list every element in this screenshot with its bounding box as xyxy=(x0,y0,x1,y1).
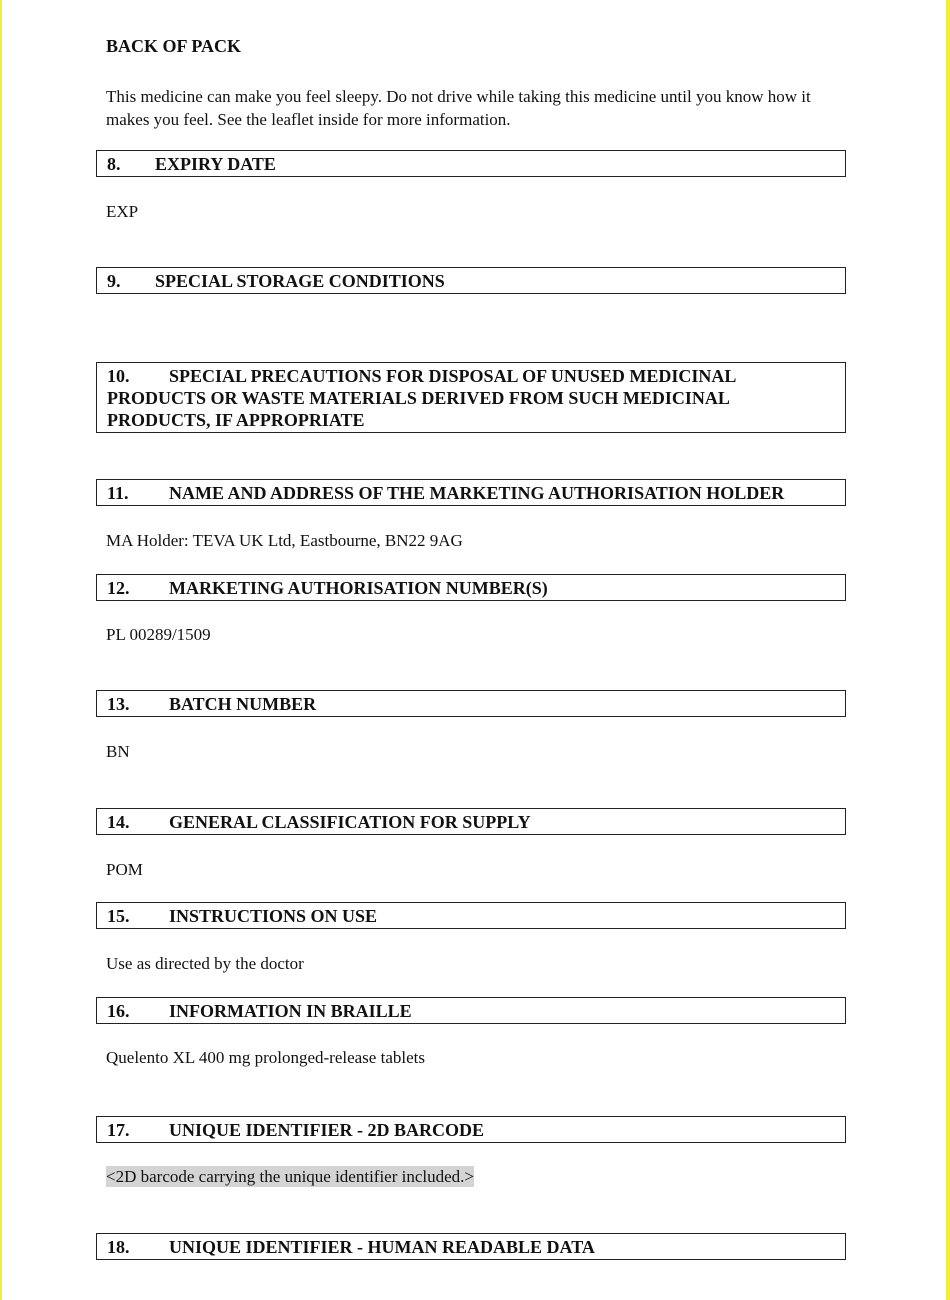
page-title: BACK OF PACK xyxy=(106,36,241,56)
section-title: EXPIRY DATE xyxy=(155,154,276,174)
section-title: GENERAL CLASSIFICATION FOR SUPPLY xyxy=(169,812,531,832)
section-number: 11. xyxy=(107,483,129,503)
barcode-placeholder-text: <2D barcode carrying the unique identifier included.> xyxy=(106,1167,475,1186)
section-8-content: EXP xyxy=(106,202,139,221)
section-17-content xyxy=(106,1165,474,1188)
section-8-header xyxy=(96,150,846,177)
section-12-header xyxy=(96,574,846,601)
section-number: 13. xyxy=(107,694,130,714)
section-13-content: BN xyxy=(106,742,130,761)
section-title: SPECIAL PRECAUTIONS FOR DISPOSAL OF UNUSED MEDICINAL xyxy=(169,366,737,386)
section-title: UNIQUE IDENTIFIER - HUMAN READABLE DATA xyxy=(169,1237,595,1257)
section-14-content: POM xyxy=(106,860,143,879)
section-14-header xyxy=(96,808,846,835)
section-number: 10. xyxy=(107,366,130,386)
section-title: UNIQUE IDENTIFIER - 2D BARCODE xyxy=(169,1120,485,1140)
section-title-continued: PRODUCTS OR WASTE MATERIALS DERIVED FROM SUCH MEDICINAL PRODUCTS, IF APPROPRIATE xyxy=(107,388,729,430)
section-16-content: Quelento XL 400 mg prolonged-release tablets xyxy=(106,1048,425,1067)
section-title: NAME AND ADDRESS OF THE MARKETING AUTHORISATION HOLDER xyxy=(169,483,785,503)
section-15-content: Use as directed by the doctor xyxy=(106,954,304,973)
section-17-header xyxy=(96,1116,846,1143)
section-number: 8. xyxy=(107,154,121,174)
section-number: 9. xyxy=(107,271,121,291)
section-11-content: MA Holder: TEVA UK Ltd, Eastbourne, BN22 9AG xyxy=(106,531,463,550)
section-title: SPECIAL STORAGE CONDITIONS xyxy=(155,271,445,291)
section-number: 16. xyxy=(107,1001,130,1021)
section-number: 12. xyxy=(107,578,130,598)
section-number: 15. xyxy=(107,906,130,926)
section-number: 17. xyxy=(107,1120,130,1140)
section-12-content: PL 00289/1509 xyxy=(106,625,211,644)
section-18-header xyxy=(96,1233,846,1260)
section-16-header xyxy=(96,997,846,1024)
section-10-header xyxy=(96,362,846,433)
section-11-header xyxy=(96,479,846,506)
section-number: 14. xyxy=(107,812,130,832)
section-title: BATCH NUMBER xyxy=(169,694,317,714)
section-title: MARKETING AUTHORISATION NUMBER(S) xyxy=(169,578,548,598)
section-number: 18. xyxy=(107,1237,130,1257)
section-title: INSTRUCTIONS ON USE xyxy=(169,906,378,926)
section-9-header xyxy=(96,267,846,294)
section-title: INFORMATION IN BRAILLE xyxy=(169,1001,412,1021)
intro-warning-text: This medicine can make you feel sleepy. Do not drive while taking this medicine until you know how it makes you feel. See the leaflet inside for more information. xyxy=(106,87,811,129)
section-15-header xyxy=(96,902,846,929)
section-13-header xyxy=(96,690,846,717)
